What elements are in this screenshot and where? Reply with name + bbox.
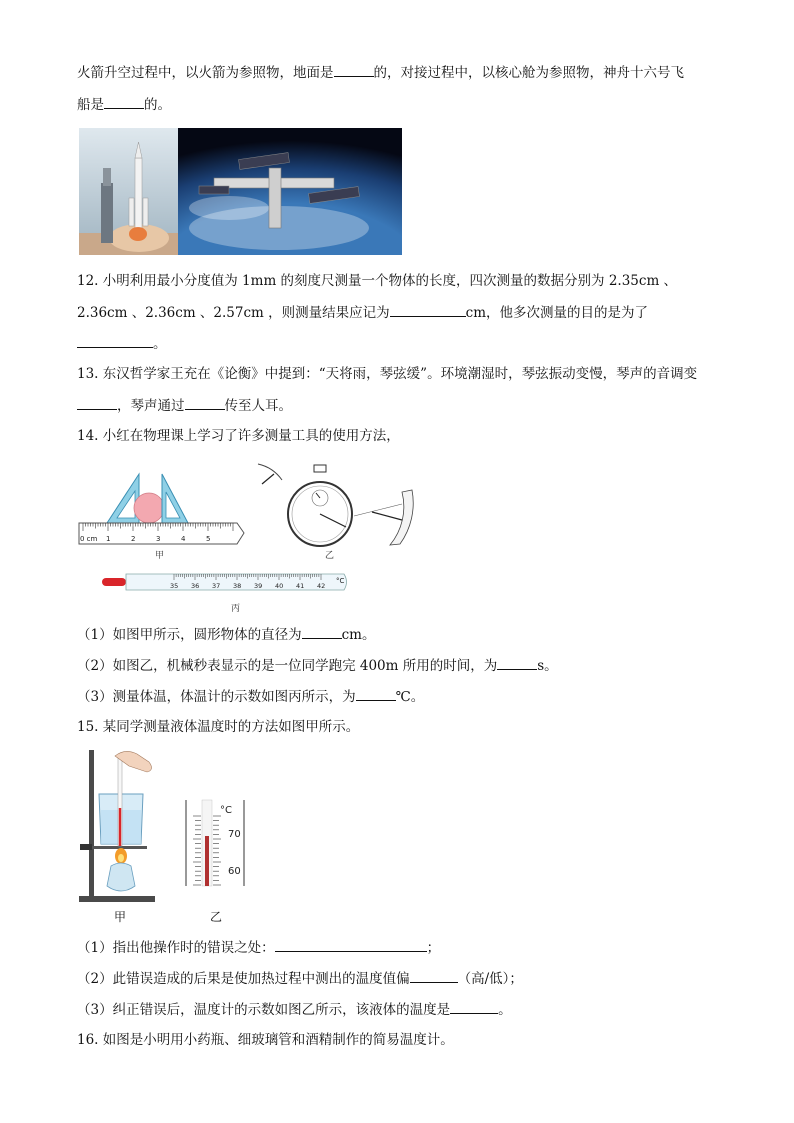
ruler (79, 523, 244, 544)
q12-line2: 2.36cm 、2.36cm 、2.57cm ，则测量结果应记为 cm，他多次测量的目的是为了 (77, 302, 648, 323)
stand-rod (89, 750, 94, 898)
closeup-tick-70: 70 (228, 829, 241, 840)
fig-label-jia: 甲 (155, 551, 165, 561)
fig-label-jia: 甲 (114, 910, 127, 924)
closeup-unit: °C (220, 805, 232, 816)
q16-line1: 16. 如图是小明用小药瓶、细玻璃管和酒精制作的简易温度计。 (77, 1032, 454, 1048)
thermo-unit: °C (336, 577, 345, 585)
answer-blank[interactable] (302, 624, 342, 639)
q14-sub3: （3）测量体温，体温计的示数如图丙所示，为 ℃。 (77, 686, 424, 707)
answer-blank[interactable] (356, 686, 396, 701)
ruler-label: 1 (106, 535, 111, 543)
answer-blank[interactable] (77, 333, 153, 348)
q15-sub2: （2）此错误造成的后果是使加热过程中测出的温度值偏 （高/低）； (77, 968, 523, 989)
answer-blank[interactable] (410, 968, 458, 983)
q13-line2: ，琴声通过 传至人耳。 (77, 395, 292, 416)
q14-line1: 14. 小红在物理课上学习了许多测量工具的使用方法， (77, 428, 400, 444)
thermo-label: 36 (191, 582, 200, 590)
thermo-label: 41 (296, 582, 305, 590)
liquid-column (205, 836, 209, 886)
flame (129, 227, 147, 241)
rocket (135, 158, 142, 228)
q11-line2: 船是 的。 (77, 94, 171, 115)
q14-sub2: （2）如图乙，机械秒表显示的是一位同学跑完 400m 所用的时间，为 s。 (77, 655, 558, 676)
ruler-label: 2 (131, 535, 136, 543)
thermo-label: 37 (212, 582, 221, 590)
fig-label-bing: 丙 (231, 604, 241, 614)
thermo-label: 39 (254, 582, 263, 590)
launch-tower (101, 183, 113, 243)
thermo-label: 40 (275, 582, 284, 590)
answer-blank[interactable] (104, 94, 144, 109)
fig-heating-setup (77, 748, 169, 928)
fig-ruler (77, 466, 247, 561)
fig-thermometer-closeup (180, 798, 255, 928)
q14-sub1: （1）如图甲所示，圆形物体的直径为 cm。 (77, 624, 375, 645)
answer-blank[interactable] (185, 395, 225, 410)
answer-blank[interactable] (497, 655, 537, 670)
q12-line1: 12. 小明利用最小分度值为 1mm 的刻度尺测量一个物体的长度，四次测量的数据分别为 2.35cm 、 (77, 273, 678, 289)
q15-line1: 15. 某同学测量液体温度时的方法如图甲所示。 (77, 719, 360, 735)
stand-base (79, 896, 155, 902)
thermometer-bulb (102, 578, 126, 586)
stopwatch-crown[interactable] (314, 465, 326, 472)
rocket-and-station-photo (79, 128, 402, 255)
alcohol-lamp (107, 863, 135, 891)
q15-sub3: （3）纠正错误后，温度计的示数如图乙所示，该液体的温度是 。 (77, 999, 512, 1020)
answer-blank[interactable] (77, 395, 117, 410)
ruler-label: 5 (206, 535, 211, 543)
fig-stopwatch (252, 460, 422, 562)
closeup-tick-60: 60 (228, 866, 241, 877)
q11-line1: 火箭升空过程中，以火箭为参照物，地面是 的，对接过程中，以核心舱为参照物，神舟十六号飞 (77, 62, 684, 83)
thermo-label: 35 (170, 582, 179, 590)
fig-label-yi: 乙 (210, 910, 223, 924)
fig-label-yi: 乙 (325, 551, 335, 561)
q13-line1: 13. 东汉哲学家王充在《论衡》中提到：“天将雨，琴弦缓”。环境潮湿时，琴弦振动变慢，琴声的音调变 (77, 366, 698, 382)
ruler-label: 4 (181, 535, 186, 543)
round-object (134, 493, 164, 523)
answer-blank[interactable] (334, 62, 374, 77)
ruler-label: 0 cm (80, 535, 98, 543)
answer-blank[interactable] (450, 999, 498, 1014)
ruler-label: 3 (156, 535, 161, 543)
answer-blank[interactable] (390, 302, 466, 317)
thermo-label: 42 (317, 582, 326, 590)
fig-clinical-thermometer (100, 571, 352, 614)
thermo-label: 38 (233, 582, 242, 590)
answer-blank[interactable] (275, 937, 427, 952)
q15-sub1: （1）指出他操作时的错误之处： ； (77, 937, 440, 958)
q12-line3: 。 (77, 333, 167, 354)
